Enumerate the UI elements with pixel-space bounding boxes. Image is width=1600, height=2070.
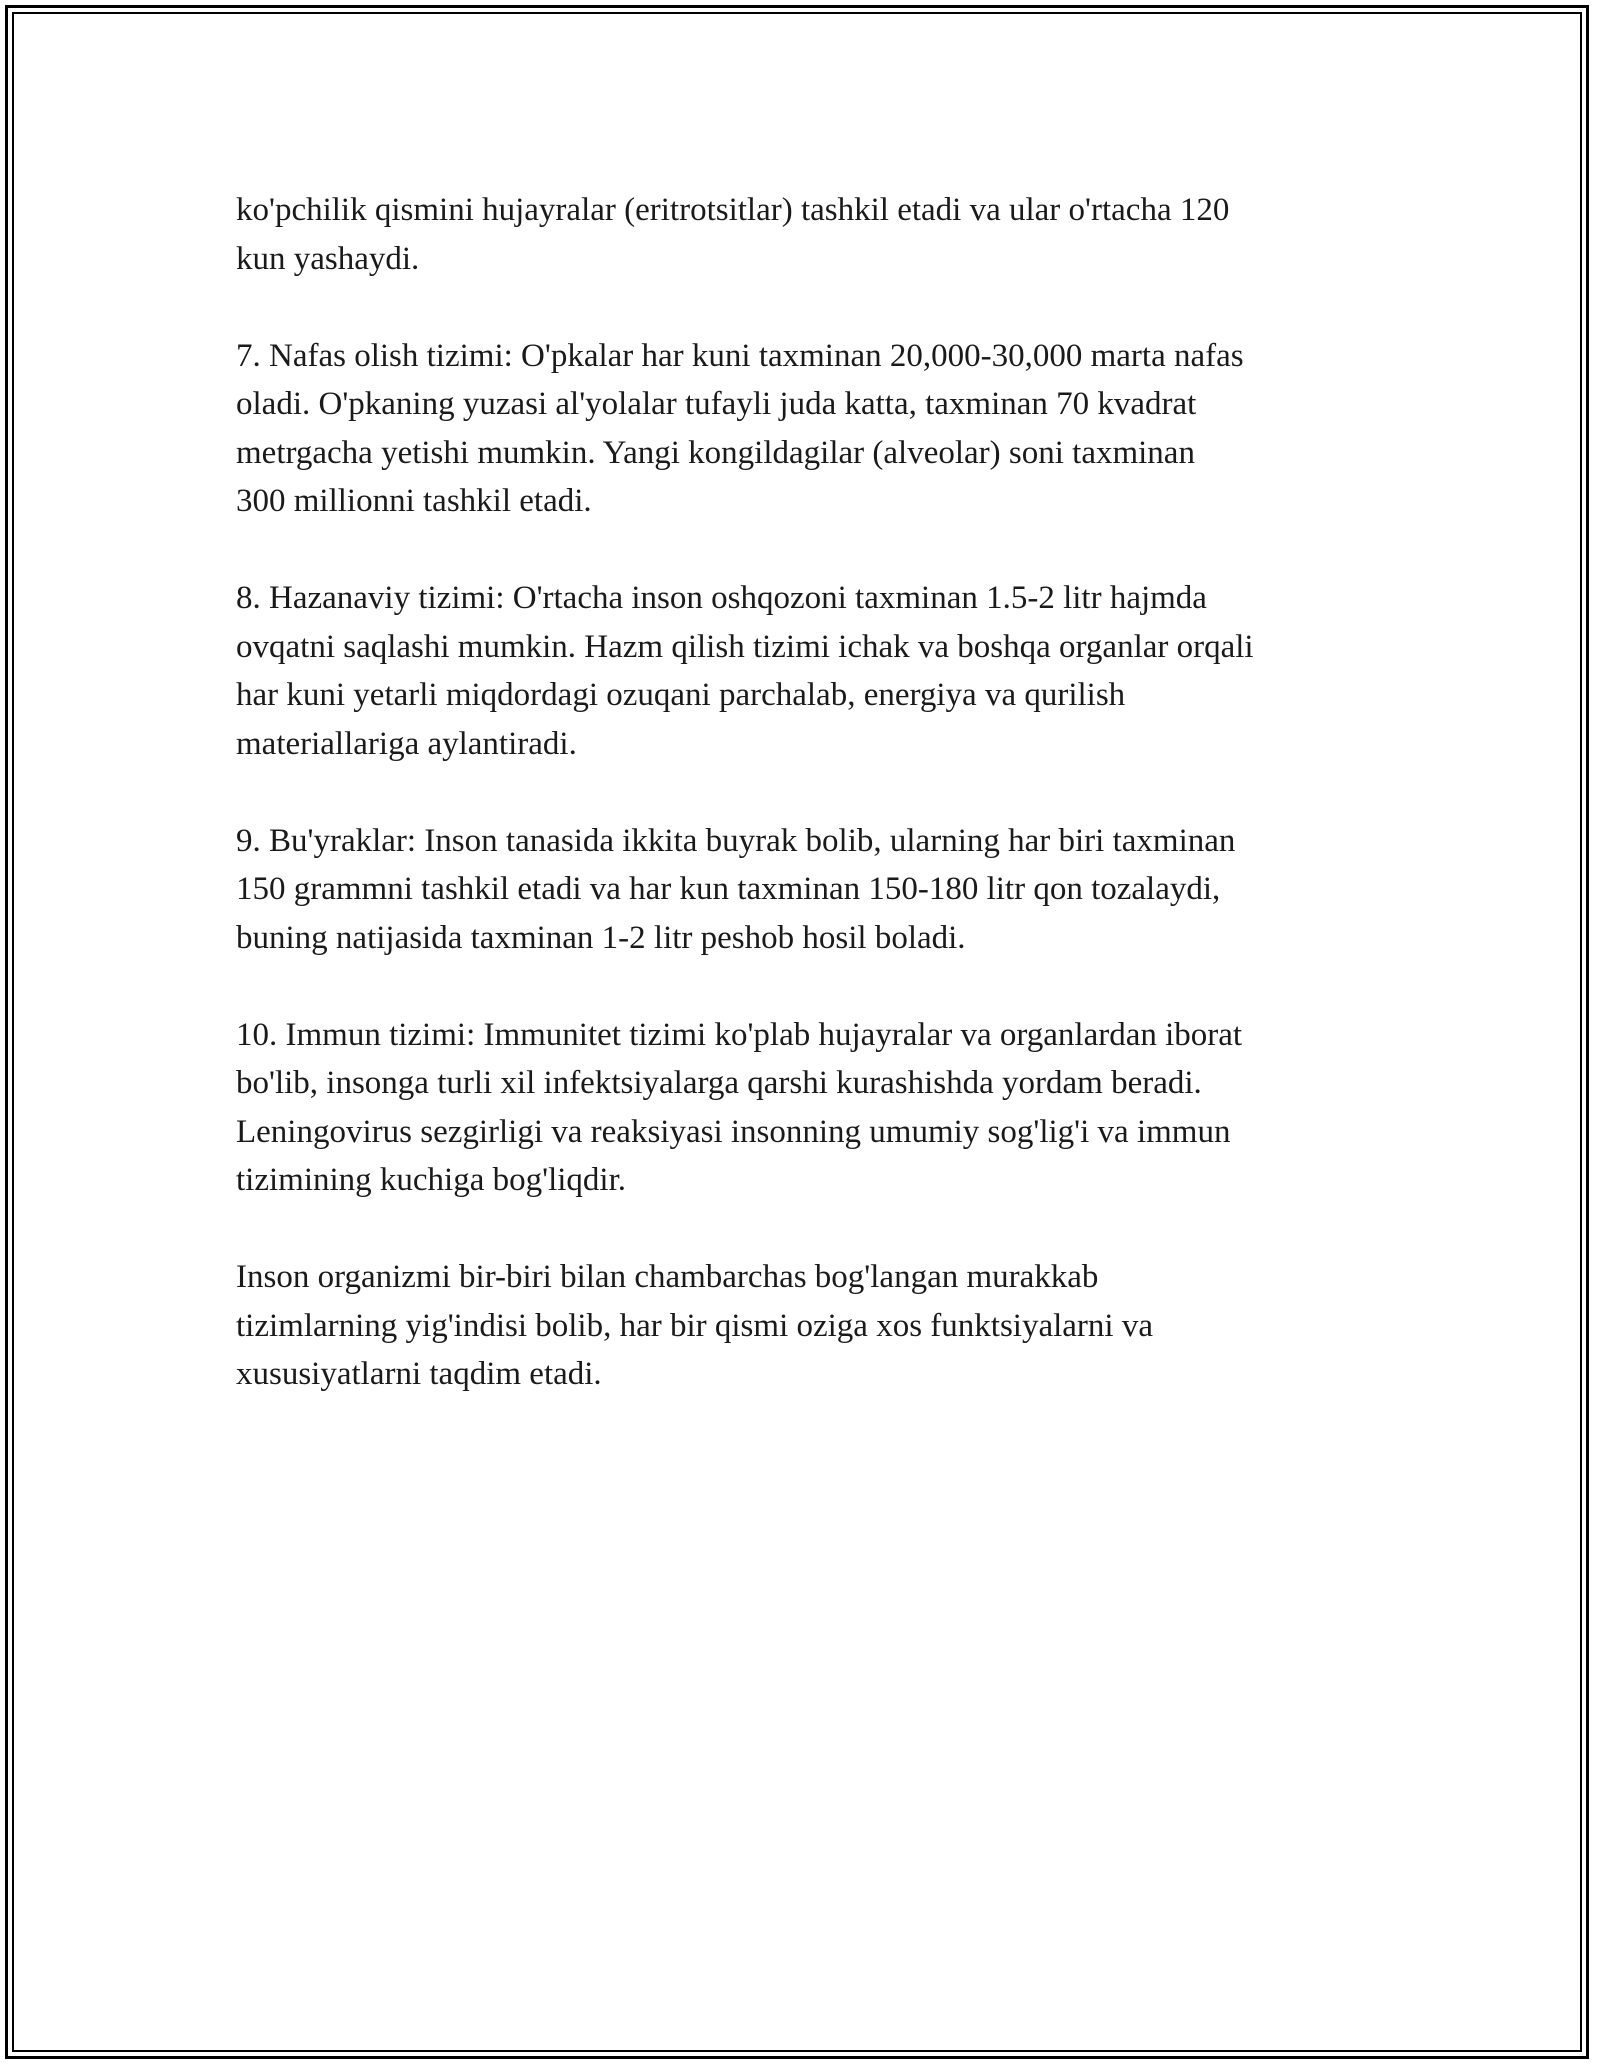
paragraph-blood-continuation: ko'pchilik qismini hujayralar (eritrotsitlar) tashkil etadi va ular o'rtacha 120 kun yashaydi.: [236, 192, 1230, 277]
paragraph-digestive-system: 8. Hazanaviy tizimi: O'rtacha inson oshqozoni taxminan 1.5-2 litr hajmda ovqatni saqlashi mumkin. Hazm qilish tizimi ichak va boshqa organlar orqali har kuni yetarli miqdordagi ozuqani parchalab, energiya va qurilish materiallariga aylantiradi.: [236, 580, 1254, 762]
paragraph-respiratory-system: 7. Nafas olish tizimi: O'pkalar har kuni taxminan 20,000-30,000 marta nafas oladi. O'pkaning yuzasi al'yolalar tufayli juda katta, taxminan 70 kvadrat metrgacha yetishi mumkin. Yangi kongildagilar (alveolar) soni taxminan 300 millionni tashkil etadi.: [236, 337, 1244, 519]
document-body: [236, 186, 1386, 1447]
paragraph-immune-system: 10. Immun tizimi: Immunitet tizimi ko'plab hujayralar va organlardan iborat bo'lib, insonga turli xil infektsiyalarga qarshi kurashishda yordam beradi. Leningovirus sezgirligi va reaksiyasi insonning umumiy sog'lig'i va immun tizimining kuchiga bog'liqdir.: [236, 1016, 1243, 1198]
paragraph-conclusion: Inson organizmi bir-biri bilan chambarchas bog'langan murakkab tizimlarning yig'indisi bolib, har bir qismi oziga xos funktsiyalarni va xususiyatlarni taqdim etadi.: [236, 1259, 1153, 1392]
paragraph-kidneys: 9. Bu'yraklar: Inson tanasida ikkita buyrak bolib, ularning har biri taxminan 150 grammni tashkil etadi va har kun taxminan 150-180 litr qon tozalaydi, buning natijasida taxminan 1-2 litr peshob hosil boladi.: [236, 822, 1236, 956]
